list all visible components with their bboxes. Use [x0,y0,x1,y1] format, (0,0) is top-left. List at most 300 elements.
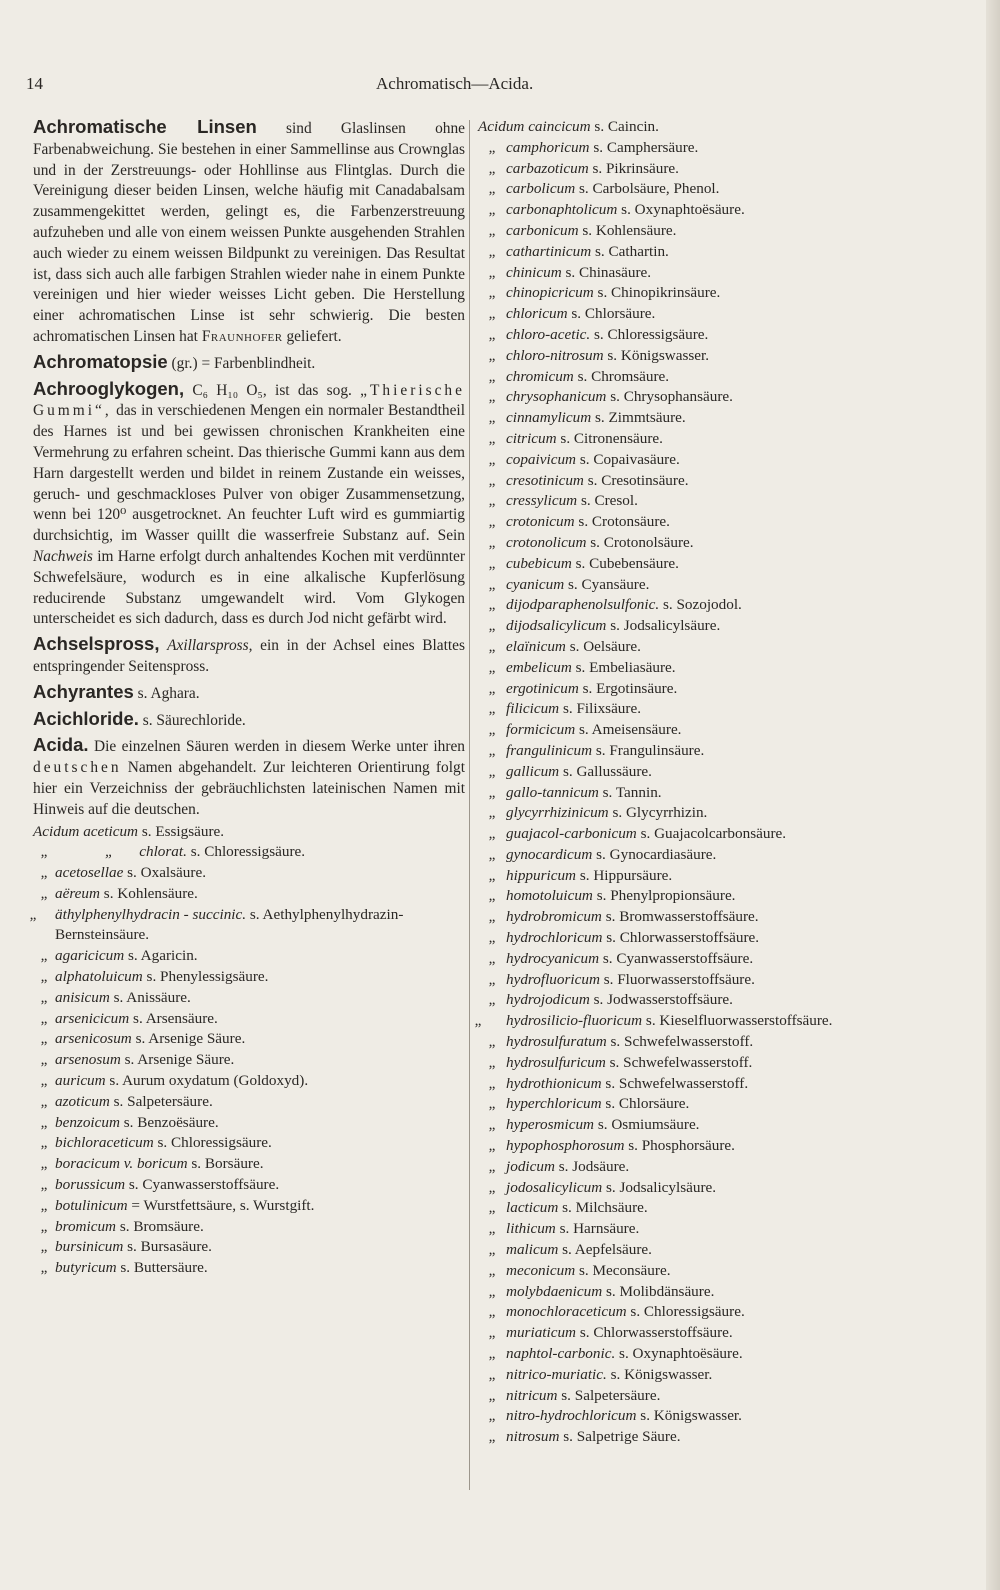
acid-reference: s. Zimmtsäure. [595,409,686,427]
acid-list-item [478,1219,940,1240]
acid-list-item [478,491,940,512]
acid-list-item [478,720,940,741]
entry-text: Die einzelnen Säuren werden in diesem Werke unter ihren [93,738,465,756]
ditto-mark: „ [488,845,496,863]
ditto-mark: „ [488,1241,496,1259]
acid-list-item [478,1178,940,1199]
acid-latin-name: filicicum [506,700,560,718]
acid-latin-name: butyricum [55,1259,117,1277]
acid-reference: s. Chinopikrinsäure. [597,284,721,302]
entry-term: Achromatische Linsen [33,116,257,137]
ditto-mark: „ [488,679,496,697]
acid-list-item [478,1406,940,1427]
ditto-mark: „ [488,970,496,988]
entry-spaced-term: deutschen [33,759,122,777]
acid-latin-name: acetosellae [55,864,124,882]
acid-list-item [478,408,940,429]
acid-list-item [478,1344,940,1365]
acid-list-item [478,866,940,887]
ditto-mark: „ [40,968,48,986]
acid-latin-name: bromicum [55,1217,117,1235]
acid-latin-name: hypophosphorosum [506,1137,625,1155]
acid-list-item [478,159,940,180]
ditto-mark: „ [488,1324,496,1342]
acid-list-item [478,741,940,762]
entry-text: das in verschiedenen Mengen ein normaler Bestandtheil des Harnes ist und bei gewissen chronischen Krankheiten eine Vermehrung zu erfahren scheint. Das thierische Gummi kann aus dem Harn dargestellt werden und bildet in reinem Zustande ein weisses, geruch- und geschmackloses Pulver von obiger Zusammensetzung, wenn bei 120⁰ ausgetrocknet. An feuchter Luft wird es gummiartig durchsichtig, im Wasser quillt die wasserfreie Substanz auf. Sein [33,402,465,545]
acid-reference: s. Salpetersäure. [561,1386,661,1404]
acid-reference: s. Kieselfluorwasserstoffsäure. [645,1012,833,1030]
acid-latin-name: gynocardicum [506,845,593,863]
acid-reference: s. Aurum oxydatum (Goldoxyd). [109,1072,309,1090]
acid-reference: s. Fluorwasserstoffsäure. [603,970,755,988]
acid-latin-name: hydrocyanicum [506,949,600,967]
acid-latin-name: nitricum [506,1386,558,1404]
entry-term: Acida. [33,734,89,756]
ditto-mark: „ [488,741,496,759]
ditto-mark: „ [488,658,496,676]
entry-text: s. Säurechloride. [142,711,246,729]
acid-list-item [478,1282,940,1303]
acid-reference: s. Chloressigsäure. [190,843,306,861]
acid-latin-name: carbonaphtolicum [506,201,618,219]
ditto-mark: „ [40,1176,48,1194]
acid-reference: s. Crotonolsäure. [590,533,694,551]
ditto-mark: „ [488,409,496,427]
ditto-mark: „ [488,492,496,510]
entry-term: Achselspross, [33,633,160,655]
acid-reference: s. Schwefelwasserstoff. [605,1074,749,1092]
acid-list-item [474,1011,940,1032]
acid-reference: s. Cathartin. [595,242,669,260]
acid-reference: s. Chloressigsäure. [594,325,709,343]
ditto-mark: „ [488,1116,496,1134]
entry-italic-term: Nachweis [33,547,93,565]
acid-list-item [478,450,940,471]
acid-latin-name: jodicum [506,1157,555,1175]
acid-list-item [33,1009,465,1030]
acid-latin-name: frangulinicum [506,741,593,759]
acid-list-item [478,783,940,804]
ditto-mark: „ [488,1095,496,1113]
acid-list-item [478,1157,940,1178]
acid-list-item [478,595,940,616]
column-divider [469,120,470,1490]
acid-latin-name: arsenosum [55,1051,121,1069]
acid-latin-name: dijodparaphenolsulfonic. [506,596,660,614]
acid-reference: s. Arsenige Säure. [135,1030,246,1048]
acid-list-item [478,1427,940,1448]
ditto-mark: „ [488,1074,496,1092]
acid-reference: s. Cresol. [580,492,638,510]
acid-latin-name: cathartinicum [506,242,592,260]
acid-list-item [478,200,940,221]
acid-list-item [478,554,940,575]
acid-latin-name: borussicum [55,1176,126,1194]
ditto-mark: „ [488,201,496,219]
ditto-mark: „ [488,1261,496,1279]
ditto-mark: „ [488,1428,496,1446]
acid-latin-name: bichloraceticum [55,1134,154,1152]
acid-list-item [478,575,940,596]
ditto-mark: „ [40,1259,48,1277]
acid-list-item [478,949,940,970]
ditto-mark: „ [488,263,496,281]
acid-latin-name: Acidum caincicum [478,118,591,135]
acid-list-item [478,907,940,928]
acid-reference: s. Sozojodol. [662,596,742,614]
acid-latin-name: boracicum v. boricum [55,1155,188,1173]
acid-list-item [478,1261,940,1282]
acid-latin-name: carbolicum [506,180,576,198]
acid-list-item [478,1115,940,1136]
acid-list-item [33,1196,465,1217]
acid-list-item [478,471,940,492]
entry-text: (gr.) = Farbenblindheit. [171,354,316,372]
acid-latin-name: hydrojodicum [506,991,590,1009]
entry-spaced-term: „Thierische Gummi“, [33,381,465,420]
acid-latin-name: cressylicum [506,492,578,510]
acid-reference: s. Anissäure. [113,988,191,1006]
acid-list-item [33,1237,465,1258]
acid-latin-name: lacticum [506,1199,559,1217]
acid-list-lead [478,117,940,138]
acid-reference: s. Cyanwasserstoffsäure. [602,949,754,967]
acid-latin-name: homotoluicum [506,887,593,905]
acid-latin-name: arsenicosum [55,1030,132,1048]
acid-reference: s. Bursasäure. [127,1238,212,1256]
acid-list-item [33,884,465,905]
acid-list-left [29,863,465,1279]
acid-latin-name: gallo-tannicum [506,783,599,801]
ditto-mark: „ [488,1178,496,1196]
acid-list-item [33,988,465,1009]
ditto-mark: „ [40,1155,48,1173]
acid-latin-name: hydrofluoricum [506,970,600,988]
acid-list-item [478,1323,940,1344]
acid-reference: s. Gynocardiasäure. [596,845,717,863]
acid-list-item [478,429,940,450]
acid-latin-name: elaïnicum [506,637,566,655]
acid-list-item [478,1240,940,1261]
acid-list-item [33,1092,465,1113]
right-column [474,117,940,1448]
acid-reference: s. Cyansäure. [568,575,650,593]
acid-list-item [478,928,940,949]
ditto-mark: „ [488,929,496,947]
acid-latin-name: glycyrrhizinicum [506,804,609,822]
acid-list-item [478,325,940,346]
ditto-mark: „ [488,887,496,905]
entry-term: Achromatopsie [33,350,168,372]
acid-latin-name: naphtol-carbonic. [506,1345,616,1363]
acid-latin-name: chinicum [506,263,562,281]
acid-reference: s. Agaricin. [127,947,198,965]
acid-reference: s. Buttersäure. [120,1259,208,1277]
acid-list-item [33,1154,465,1175]
ditto-mark: „ [488,1365,496,1383]
acid-reference: s. Citronensäure. [560,429,663,447]
acid-list-item [478,616,940,637]
acid-reference: s. Salpetrige Säure. [563,1428,681,1446]
acid-latin-name: hydrobromicum [506,908,602,926]
acid-reference: s. Arsenige Säure. [124,1051,235,1069]
ditto-mark: „ [488,783,496,801]
entry-achrooglykogen [33,379,465,631]
acid-latin-name: chrysophanicum [506,388,607,406]
acid-reference: s. Schwefelwasserstoff. [610,1033,754,1051]
entry-term: Acichloride. [33,707,139,729]
acid-list-item [478,1198,940,1219]
ditto-mark: „ [488,513,496,531]
acid-reference: s. Tannin. [602,783,662,801]
entry-text: Namen abgehandelt. Zur leichteren Orientirung folgt hier ein Verzeichniss der gebräuchlichsten lateinischen Namen mit Hinweis auf die deutschen. [33,759,465,818]
entry-text: ein in der Achsel eines Blattes entspringender Seitenspross. [33,637,465,675]
acid-list-item [33,1113,465,1134]
acid-reference: s. Cresotinsäure. [587,471,689,489]
acid-reference: s. Osmiumsäure. [597,1116,700,1134]
acid-latin-name: nitrosum [506,1428,560,1446]
ditto-mark: „ [488,575,496,593]
ditto-mark: „ [488,1157,496,1175]
acid-list-item [478,886,940,907]
acid-list-item [478,138,940,159]
acid-latin-name: camphoricum [506,138,590,156]
acid-list-item [478,387,940,408]
acid-list-item [478,1302,940,1323]
acid-latin-name: chinopicricum [506,284,594,302]
ditto-mark: „ [40,864,48,882]
acid-latin-name: nitrico-muriatic. [506,1365,607,1383]
acid-reference: s. Chrysophansäure. [610,388,733,406]
acid-latin-name: hydrosulfuratum [506,1033,607,1051]
acid-reference: s. Phenylessigsäure. [146,968,269,986]
running-title: Achromatisch—Acida. [376,74,534,93]
acid-latin-name: azoticum [55,1092,110,1110]
acid-latin-name: alphatoluicum [55,968,143,986]
acid-list-item [29,905,465,947]
entry-acichloride [33,709,465,732]
ditto-mark: „ [105,843,114,861]
acid-list-item [33,946,465,967]
acid-latin-name: Acidum aceticum [33,822,139,840]
entry-italic-term: Axillarspross, [167,637,253,655]
ditto-mark: „ [488,450,496,468]
acid-latin-name: hydrochloricum [506,929,603,947]
acid-reference: s. Oelsäure. [569,637,641,655]
ditto-mark: „ [488,284,496,302]
acid-latin-name: benzoicum [55,1113,120,1131]
ditto-mark: „ [488,1386,496,1404]
ditto-mark: „ [488,866,496,884]
ditto-mark: „ [488,804,496,822]
acid-reference: s. Borsäure. [191,1155,264,1173]
acid-reference: s. Meconsäure. [578,1261,671,1279]
acid-list-item [33,842,465,863]
acid-reference: = Wurstfettsäure, s. Wurstgift. [131,1196,315,1214]
acid-reference: s. Essigsäure. [141,822,225,840]
ditto-mark: „ [488,617,496,635]
ditto-mark: „ [488,533,496,551]
ditto-mark: „ [488,367,496,385]
acid-latin-name: hyperchloricum [506,1095,602,1113]
acid-latin-name: malicum [506,1241,559,1259]
acid-latin-name: formicicum [506,721,576,739]
acid-list-item [33,1029,465,1050]
page-header [0,74,1000,98]
ditto-mark: „ [488,554,496,572]
ditto-mark: „ [40,1238,48,1256]
acid-latin-name: cinnamylicum [506,409,592,427]
acid-latin-name: botulinicum [55,1196,128,1214]
acid-reference: s. Bromwasserstoffsäure. [605,908,759,926]
acid-list-item [478,242,940,263]
acid-list-item [478,762,940,783]
acid-reference: s. Carbolsäure, Phenol. [578,180,720,198]
acid-list-item [478,1074,940,1095]
entry-formula: C₆ H₁₀ O₅, [192,381,267,399]
acid-list-lead [33,822,465,843]
acid-latin-name: chloro-acetic. [506,325,591,343]
acid-list-item [33,967,465,988]
acid-reference: s. Cubebensäure. [575,554,679,572]
acid-latin-name: carbonicum [506,221,579,239]
acid-list-item [478,699,940,720]
page-edge [986,0,1000,1590]
ditto-mark: „ [40,1196,48,1214]
acid-reference: s. Hippursäure. [579,866,673,884]
acid-latin-name: hyperosmicum [506,1116,595,1134]
ditto-mark: „ [488,1137,496,1155]
entry-person-name: Fraunhofer [201,327,283,345]
acid-reference: s. Filixsäure. [562,700,641,718]
acid-reference: s. Bromsäure. [119,1217,204,1235]
ditto-mark: „ [40,1030,48,1048]
acid-list-item [478,1053,940,1074]
acid-latin-name: cyanicum [506,575,565,593]
acid-latin-name: hydrosulfuricum [506,1053,606,1071]
acid-list-item [33,1175,465,1196]
left-column [29,116,465,1279]
acid-latin-name: hippuricum [506,866,577,884]
acid-latin-name: bursinicum [55,1238,124,1256]
acid-reference: s. Embeliasäure. [575,658,676,676]
acid-reference: s. Benzoësäure. [123,1113,219,1131]
ditto-mark: „ [40,1051,48,1069]
ditto-mark: „ [488,825,496,843]
ditto-mark: „ [488,596,496,614]
ditto-mark: „ [488,305,496,323]
ditto-mark: „ [488,346,496,364]
acid-list-item [478,990,940,1011]
acid-list-item [478,1094,940,1115]
acid-reference: s. Chlorsäure. [571,305,656,323]
acid-list-item [478,179,940,200]
acid-list-item [478,1032,940,1053]
ditto-mark: „ [488,1303,496,1321]
acid-list-item [478,283,940,304]
acid-reference: s. Camphersäure. [593,138,699,156]
entry-text: ist das sog. [275,381,352,399]
acid-latin-name: hydrosilicio-fluoricum [506,1012,643,1030]
acid-reference: s. Pikrinsäure. [592,159,679,177]
acid-latin-name: cresotinicum [506,471,584,489]
ditto-mark: „ [488,242,496,260]
acid-reference: s. Frangulinsäure. [595,741,705,759]
acid-latin-name: chloro-nitrosum [506,346,604,364]
acid-list-item [33,1258,465,1279]
acid-list-item [478,824,940,845]
ditto-mark: „ [488,991,496,1009]
acid-list-item [478,658,940,679]
ditto-mark: „ [488,1199,496,1217]
acid-reference: s. Aethylphenylhydrazin-Bernsteinsäure. [55,905,404,944]
ditto-mark: „ [488,1345,496,1363]
acid-reference: s. Oxynaphtoësäure. [621,201,745,219]
acid-list-item [33,1050,465,1071]
acid-reference: s. Copaivasäure. [579,450,680,468]
ditto-mark: „ [488,325,496,343]
acid-latin-name: monochloraceticum [506,1303,627,1321]
acid-reference: s. Glycyrrhizin. [612,804,708,822]
acid-reference: s. Chlorwasserstoffsäure. [606,929,760,947]
ditto-mark: „ [40,1134,48,1152]
ditto-mark: „ [488,762,496,780]
acid-latin-name: crotonolicum [506,533,587,551]
acid-list-item [33,1217,465,1238]
acid-list-item [33,1133,465,1154]
acid-list-item [478,803,940,824]
acid-reference: s. Königswasser. [610,1365,713,1383]
entry-term: Achrooglykogen, [33,377,185,399]
ditto-mark: „ [488,429,496,447]
acid-reference: s. Salpetersäure. [113,1092,213,1110]
acid-latin-name: gallicum [506,762,560,780]
acid-reference: s. Kohlensäure. [582,221,677,239]
ditto-mark: „ [40,843,48,861]
acid-latin-name: ergotinicum [506,679,579,697]
acid-reference: s. Ergotinsäure. [582,679,678,697]
acid-list-item [478,679,940,700]
ditto-mark: „ [488,700,496,718]
acid-latin-name: guajacol-carbonicum [506,825,637,843]
ditto-mark: „ [488,721,496,739]
acid-reference: s. Jodsalicylsäure. [610,617,721,635]
ditto-mark: „ [40,1072,48,1090]
ditto-mark: „ [488,221,496,239]
acid-latin-name: aëreum [55,884,100,902]
acid-latin-name: hydrothionicum [506,1074,602,1092]
acid-latin-name: agaricicum [55,947,125,965]
acid-reference: s. Harnsäure. [559,1220,640,1238]
ditto-mark: „ [40,1217,48,1235]
acid-latin-name: lithicum [506,1220,556,1238]
acid-reference: s. Caincin. [594,118,659,135]
ditto-mark: „ [488,388,496,406]
ditto-mark: „ [40,1092,48,1110]
ditto-mark: „ [40,1009,48,1027]
acid-latin-name: embelicum [506,658,572,676]
acid-reference: s. Guajacolcarbonsäure. [640,825,787,843]
acid-latin-name: anisicum [55,988,110,1006]
ditto-mark: „ [488,1053,496,1071]
acid-list-item [478,1386,940,1407]
acid-reference: s. Chinasäure. [565,263,652,281]
acid-latin-name: chlorat. [139,843,187,861]
acid-reference: s. Molibdänsäure. [605,1282,715,1300]
acid-list-item [478,845,940,866]
ditto-mark: „ [488,908,496,926]
acid-list-item [478,221,940,242]
